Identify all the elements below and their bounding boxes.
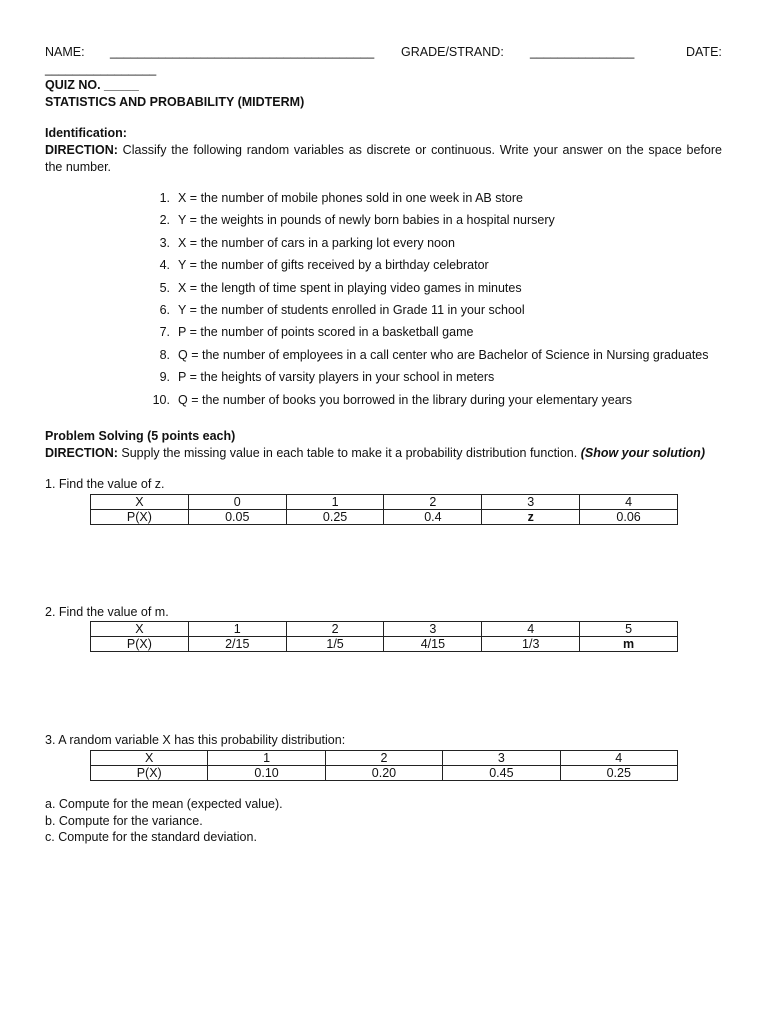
subject-title: STATISTICS AND PROBABILITY (MIDTERM) (45, 95, 305, 109)
name-label: NAME: (45, 45, 85, 59)
identification-direction (45, 142, 722, 175)
table-cell: 4/15 (384, 637, 482, 652)
table-cell: 0.4 (384, 510, 482, 525)
list-item (146, 212, 709, 234)
table-row (91, 510, 678, 525)
list-item (146, 190, 709, 212)
table-cell: 4 (560, 751, 677, 766)
direction-emphasis: (Show your solution) (580, 446, 705, 460)
direction-text: Supply the missing value in each table to make it a probability distribution function. (117, 446, 581, 460)
table-cell: 5 (580, 622, 678, 637)
item-text: X = the length of time spent in playing video games in minutes (178, 280, 522, 295)
list-item (146, 392, 709, 414)
item-number: 2. (159, 213, 170, 228)
direction-label: DIRECTION: (45, 143, 118, 157)
list-item (146, 235, 709, 257)
date-blank[interactable]: ________________ (45, 62, 157, 76)
missing-value-cell: z (482, 510, 580, 525)
table-cell: 3 (384, 622, 482, 637)
table-cell: 1 (188, 622, 286, 637)
table-cell: 2 (325, 751, 442, 766)
item-number: 1. (159, 191, 170, 205)
sub-question-variance: b. Compute for the variance. (45, 814, 203, 828)
list-item (146, 369, 709, 391)
table-cell: 2/15 (188, 637, 286, 652)
item-number: 8. (159, 347, 170, 362)
problem-1-prompt: 1. Find the value of z. (45, 477, 165, 491)
item-text: Q = the number of employees in a call center who are Bachelor of Science in Nursing graduates (178, 347, 709, 362)
item-text: Y = the number of students enrolled in Grade 11 in your school (178, 302, 525, 317)
direction-text: Classify the following random variables as discrete or continuous. Write your answer on the space before the number. (45, 143, 722, 174)
table-cell: 1/3 (482, 637, 580, 652)
table-header-cell: P(X) (91, 637, 189, 652)
table-row (91, 751, 678, 766)
grade-strand-label: GRADE/STRAND: (401, 45, 504, 59)
item-number: 9. (159, 370, 170, 385)
item-number: 5. (159, 280, 170, 295)
item-text: P = the heights of varsity players in your school in meters (178, 370, 495, 385)
date-label: DATE: (686, 45, 722, 59)
name-blank[interactable]: ______________________________________ (110, 45, 375, 59)
item-number: 3. (159, 235, 170, 250)
table-cell: 0.06 (580, 510, 678, 525)
table-header-cell: P(X) (91, 766, 208, 781)
table-header-cell: X (91, 751, 208, 766)
table-cell: 0.25 (560, 766, 677, 781)
table-row (91, 622, 678, 637)
table-cell: 2 (384, 495, 482, 510)
table-cell: 0.10 (208, 766, 325, 781)
item-text: P = the number of points scored in a basketball game (178, 325, 474, 340)
item-text: Y = the number of gifts received by a birthday celebrator (178, 258, 489, 273)
quiz-number: QUIZ NO. _____ (45, 78, 139, 92)
item-text: Y = the weights in pounds of newly born babies in a hospital nursery (178, 213, 555, 228)
missing-value-cell: m (580, 637, 678, 652)
item-number: 6. (159, 302, 170, 317)
identification-list (146, 190, 709, 414)
table-cell: 0.05 (188, 510, 286, 525)
table-cell: 4 (482, 622, 580, 637)
list-item (146, 302, 709, 324)
identification-heading: Identification: (45, 126, 127, 140)
sub-question-std-dev: c. Compute for the standard deviation. (45, 830, 257, 844)
table-cell: 3 (482, 495, 580, 510)
grade-strand-blank[interactable]: _______________ (530, 45, 635, 59)
table-row (91, 766, 678, 781)
item-number: 4. (159, 258, 170, 273)
list-item (146, 280, 709, 302)
problem-solving-direction (45, 445, 722, 462)
list-item (146, 257, 709, 279)
table-cell: 0.45 (443, 766, 560, 781)
table-cell: 0.25 (286, 510, 384, 525)
table-cell: 1 (208, 751, 325, 766)
table-cell: 0 (188, 495, 286, 510)
table-cell: 0.20 (325, 766, 442, 781)
table-row (91, 637, 678, 652)
item-text: X = the number of mobile phones sold in one week in AB store (178, 191, 524, 205)
sub-question-mean: a. Compute for the mean (expected value). (45, 797, 283, 811)
table-header-cell: P(X) (91, 510, 189, 525)
table-cell: 4 (580, 495, 678, 510)
problem-1-table (90, 494, 678, 525)
item-number: 10. (152, 392, 170, 407)
problem-3-table (90, 750, 678, 781)
list-item (146, 324, 709, 346)
table-header-cell: X (91, 622, 189, 637)
table-header-cell: X (91, 495, 189, 510)
problem-2-table (90, 621, 678, 652)
table-cell: 1 (286, 495, 384, 510)
table-cell: 3 (443, 751, 560, 766)
item-number: 7. (159, 325, 170, 340)
table-row (91, 495, 678, 510)
problem-2-prompt: 2. Find the value of m. (45, 605, 169, 619)
item-text: X = the number of cars in a parking lot every noon (178, 235, 455, 250)
problem-solving-heading: Problem Solving (5 points each) (45, 429, 236, 443)
item-text: Q = the number of books you borrowed in the library during your elementary years (178, 392, 633, 407)
list-item (146, 347, 709, 369)
table-cell: 2 (286, 622, 384, 637)
direction-label: DIRECTION: (45, 446, 118, 460)
table-cell: 1/5 (286, 637, 384, 652)
problem-3-prompt: 3. A random variable X has this probability distribution: (45, 733, 346, 747)
